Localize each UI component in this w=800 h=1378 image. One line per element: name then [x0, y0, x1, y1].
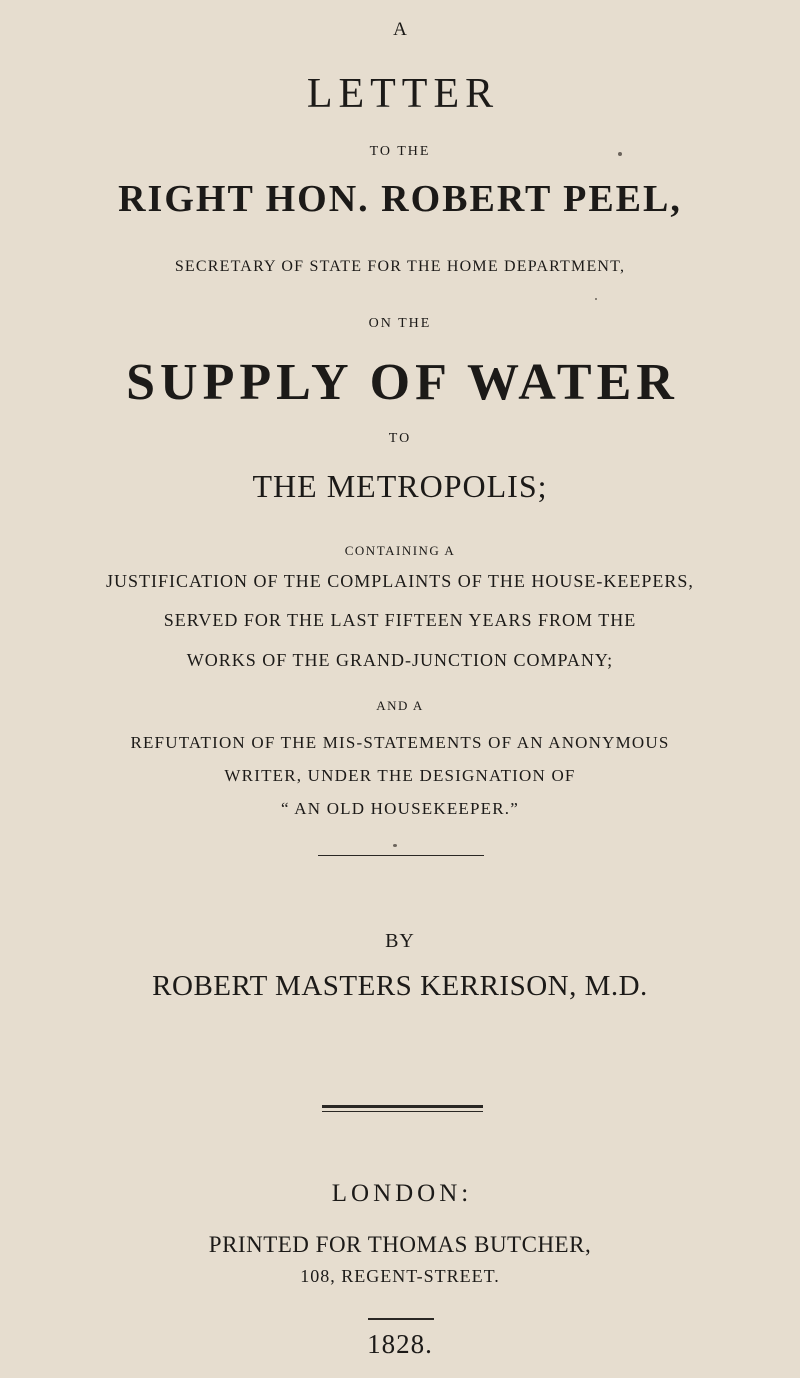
by-label: BY	[385, 930, 415, 952]
refutation-line: “ AN OLD HOUSEKEEPER.”	[281, 799, 519, 818]
divider-rule-thin	[322, 1111, 483, 1112]
to-label: TO	[388, 431, 412, 446]
justification-line: JUSTIFICATION OF THE COMPLAINTS OF THE HOUSE-KEEPERS,	[106, 571, 694, 591]
addressee-office: SECRETARY OF STATE FOR THE HOME DEPARTMENT,	[174, 258, 626, 275]
title-letter: LETTER	[306, 71, 500, 117]
paper-speck	[595, 298, 597, 300]
addressee-name: RIGHT HON. ROBERT PEEL,	[118, 178, 682, 220]
printer-line: PRINTED FOR THOMAS BUTCHER,	[208, 1232, 592, 1257]
article-a: A	[393, 19, 407, 40]
divider-rule	[318, 855, 484, 856]
subject-place: THE METROPOLIS;	[252, 468, 548, 504]
justification-line: SERVED FOR THE LAST FIFTEEN YEARS FROM THE	[163, 610, 637, 630]
printer-address: 108, REGENT-STREET.	[300, 1266, 500, 1286]
containing-a-label: CONTAINING A	[344, 543, 456, 558]
publication-year: 1828.	[367, 1329, 433, 1359]
author-name: ROBERT MASTERS KERRISON, M.D.	[152, 970, 648, 1002]
and-a-label: AND A	[376, 698, 424, 713]
divider-rule-thick	[322, 1105, 483, 1108]
refutation-line: REFUTATION OF THE MIS-STATEMENTS OF AN ANONYMOUS	[130, 733, 670, 752]
justification-line: WORKS OF THE GRAND-JUNCTION COMPANY;	[186, 650, 614, 670]
imprint-place: LONDON:	[331, 1180, 473, 1207]
subject-heading: SUPPLY OF WATER	[126, 354, 679, 411]
paper-speck	[618, 152, 622, 156]
to-the-label: TO THE	[369, 144, 431, 159]
refutation-line: WRITER, UNDER THE DESIGNATION OF	[224, 766, 576, 785]
on-the-label: ON THE	[368, 316, 432, 331]
divider-rule-short	[368, 1318, 434, 1320]
paper-speck	[393, 844, 397, 847]
